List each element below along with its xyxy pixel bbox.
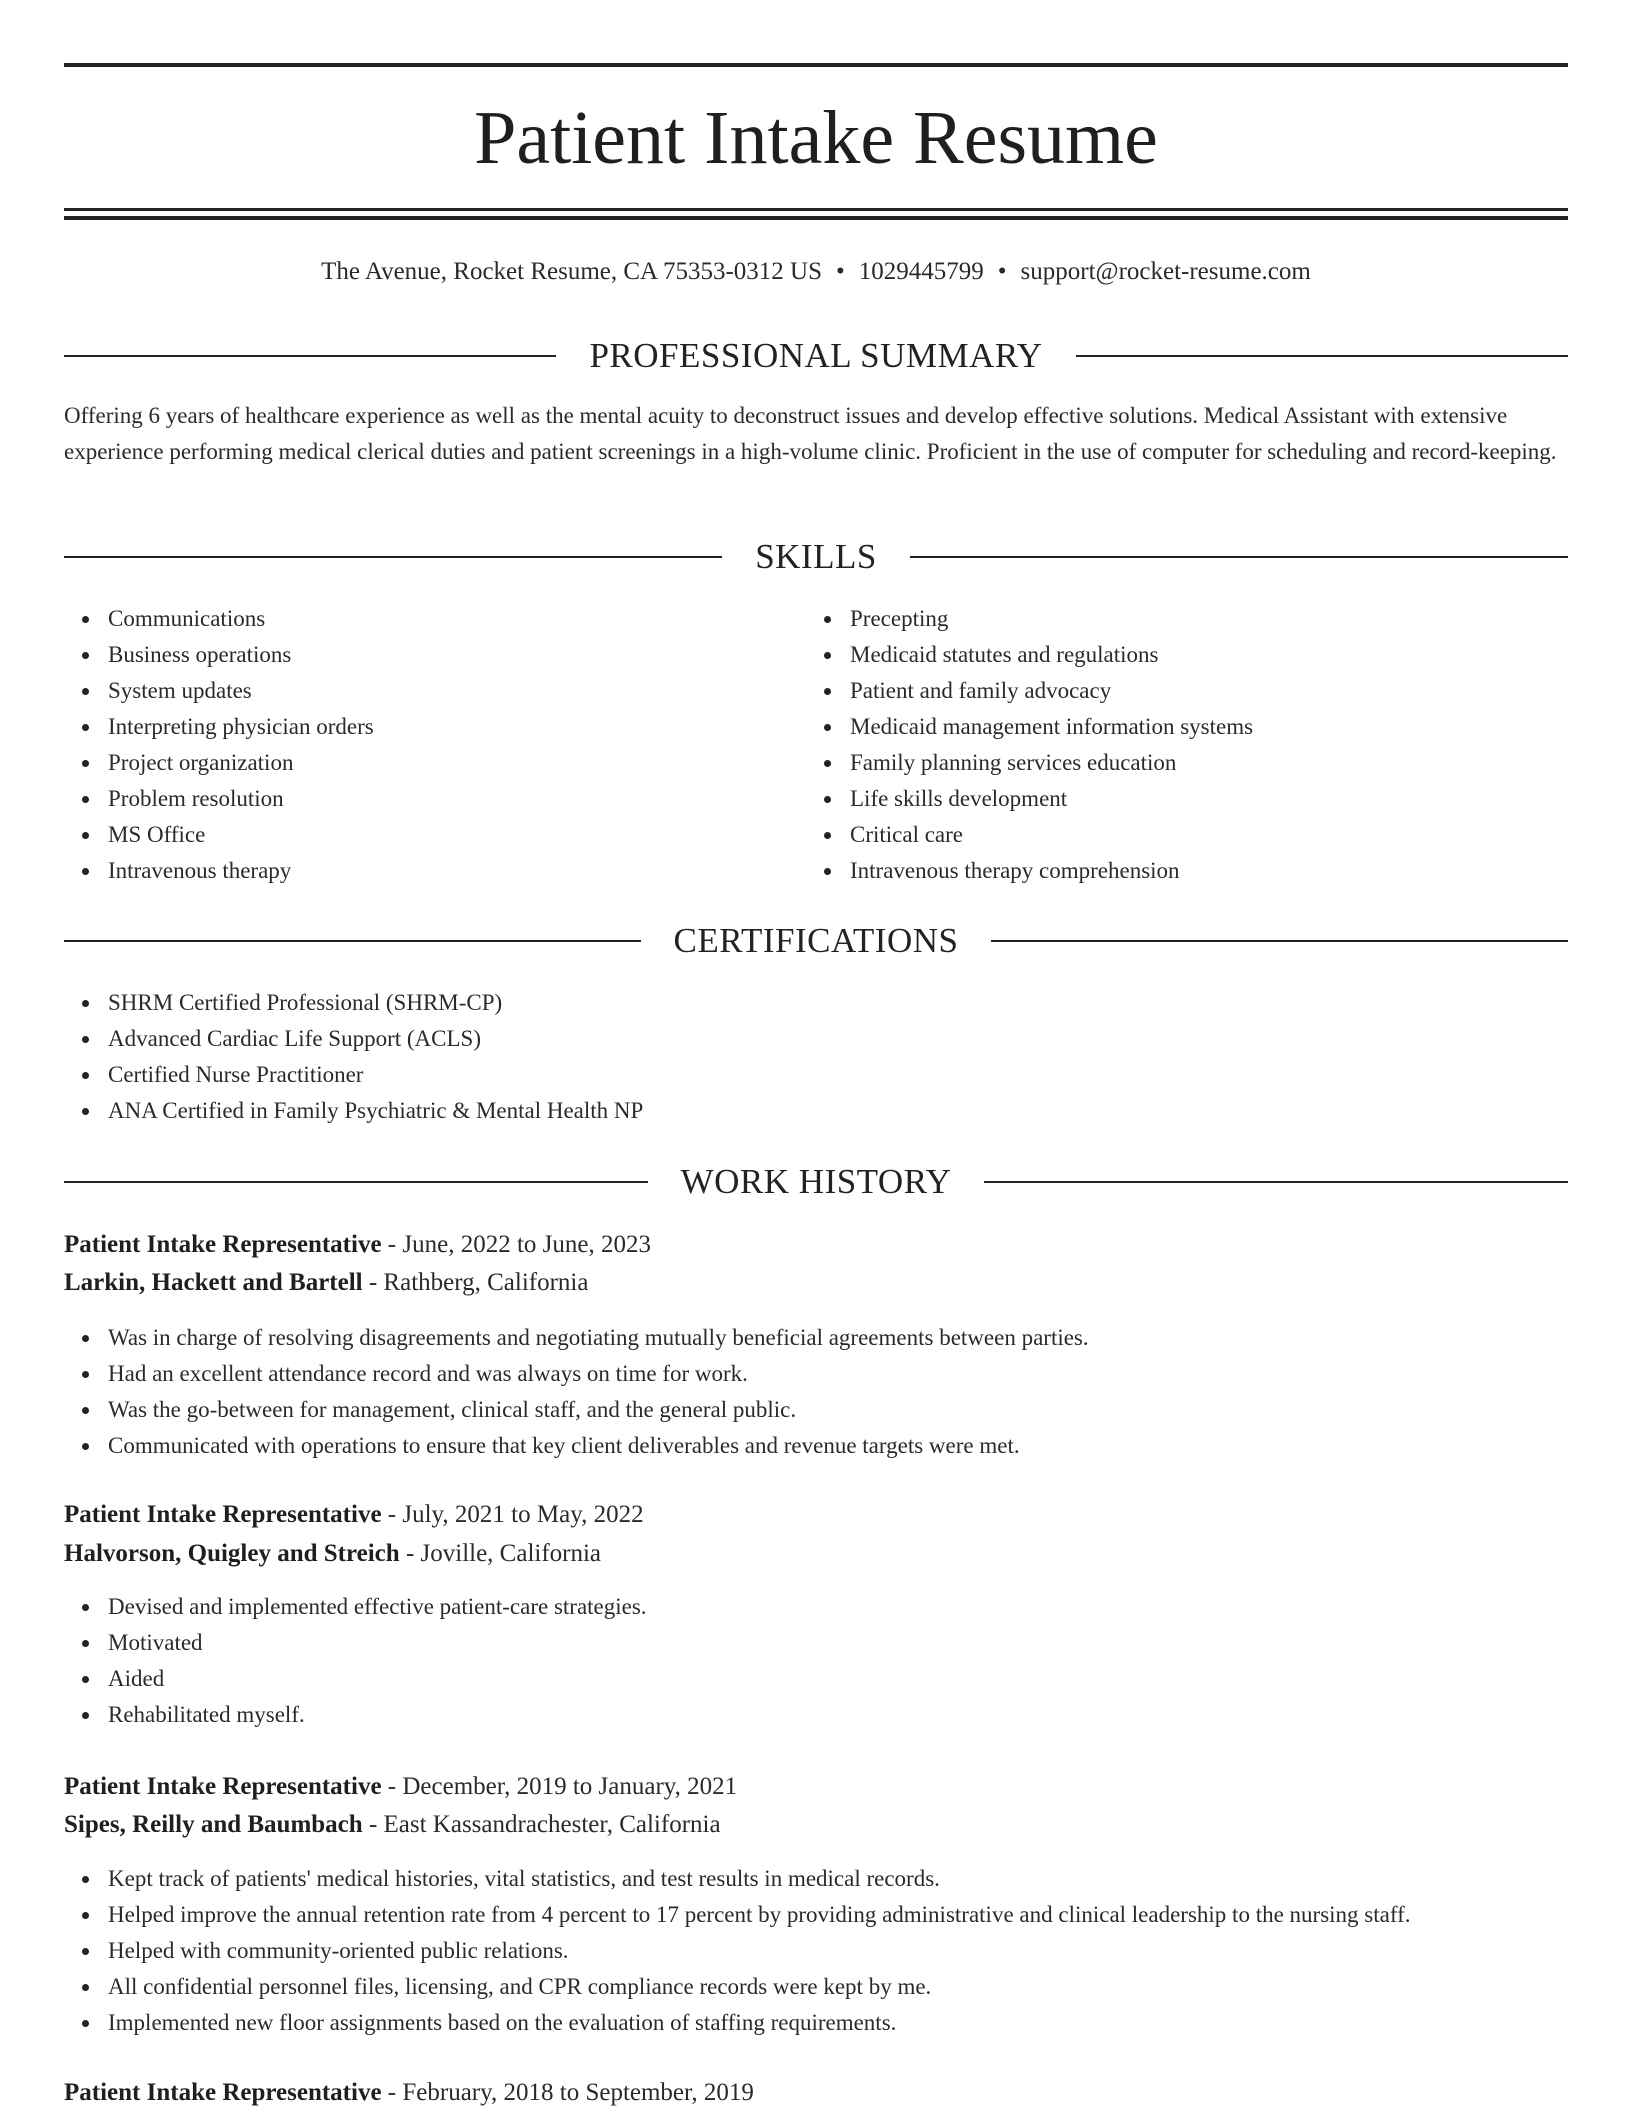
skill-item: Interpreting physician orders [64,709,374,745]
job-bullet-item: Had an excellent attendance record and was always on time for work. [64,1356,1089,1392]
job-location: - East Kassandrachester, California [362,1811,721,1838]
job-title-line [64,1496,1568,1534]
section-title-skills: SKILLS [755,537,877,576]
job-bullet-item: Implemented new floor assignments based on the evaluation of staffing requirements. [64,2005,1411,2041]
job-title-line [64,1768,1568,1806]
contact-line [64,254,1568,290]
job-title: Patient Intake Representative [64,1231,382,1258]
skill-item: Family planning services education [806,745,1253,781]
section-title-work-history: WORK HISTORY [680,1162,952,1201]
job-bullet-item: Kept track of patients' medical histories, vital statistics, and test results in medical records. [64,1861,1411,1897]
job-location: - Joville, California [399,1540,602,1567]
section-rule-left [64,1181,648,1183]
certification-item: ANA Certified in Family Psychiatric & Mental Health NP [64,1093,643,1129]
top-rule [64,63,1568,67]
certification-item: Advanced Cardiac Life Support (ACLS) [64,1021,643,1057]
job-dates: - July, 2021 to May, 2022 [381,1501,644,1528]
job-bullet-item: Motivated [64,1625,647,1661]
title-rule-lower [64,216,1568,220]
skill-item: Patient and family advocacy [806,673,1253,709]
summary-text: Offering 6 years of healthcare experience as well as the mental acuity to deconstruct issues and develop effective solutions. Medical Assistant with extensive experience performing medical clerical duties and patient screenings in a high-volume clinic. Proficient in the use of computer for scheduling and record-keeping. [64,403,1557,464]
job-bullet-item: Helped with community-oriented public relations. [64,1933,1411,1969]
job-dates: - June, 2022 to June, 2023 [381,1231,651,1258]
job-bullet-item: All confidential personnel files, licensing, and CPR compliance records were kept by me. [64,1969,1411,2005]
job-company-line [64,1806,1568,1844]
skill-item: Precepting [806,601,1253,637]
skills-list-right [806,601,1253,889]
skill-item: Problem resolution [64,781,374,817]
skill-item: Life skills development [806,781,1253,817]
section-rule-right [991,940,1568,942]
section-rule-right [910,556,1568,558]
skill-item: Intravenous therapy comprehension [806,853,1253,889]
certification-item: Certified Nurse Practitioner [64,1057,643,1093]
job-title: Patient Intake Representative [64,1773,382,1800]
skill-item: Communications [64,601,374,637]
job-company-line [64,1264,1568,1302]
job-company: Halvorson, Quigley and Streich [64,1540,400,1567]
section-rule-right [984,1181,1568,1183]
job-bullet-item: Was in charge of resolving disagreements and negotiating mutually beneficial agreements between parties. [64,1320,1089,1356]
job-company-line [64,1535,1568,1573]
skill-item: Intravenous therapy [64,853,374,889]
section-header-skills [64,535,1568,579]
skill-item: Medicaid management information systems [806,709,1253,745]
job-company: Larkin, Hackett and Bartell [64,1269,363,1296]
contact-email: support@rocket-resume.com [1020,258,1311,285]
skill-item: Business operations [64,637,374,673]
section-rule-left [64,940,641,942]
job-dates: - December, 2019 to January, 2021 [381,1773,738,1800]
section-header-certifications [64,919,1568,963]
job-company: Sipes, Reilly and Baumbach [64,1811,363,1838]
contact-address: The Avenue, Rocket Resume, CA 75353-0312 US [321,258,823,285]
job-bullet-item: Helped improve the annual retention rate from 4 percent to 17 percent by providing administrative and clinical leadership to the nursing staff. [64,1897,1411,1933]
title-rule-upper [64,208,1568,211]
skills-list-left [64,601,374,889]
job-title: Patient Intake Representative [64,1501,382,1528]
skill-item: System updates [64,673,374,709]
job-title-line [64,2074,1568,2112]
contact-separator: • [997,258,1007,285]
job-title: Patient Intake Representative [64,2079,382,2106]
section-title-summary: PROFESSIONAL SUMMARY [589,336,1043,375]
job-bullets [64,1320,1089,1464]
job-dates: - February, 2018 to September, 2019 [381,2079,754,2106]
contact-phone: 1029445799 [858,258,984,285]
job-location: - Rathberg, California [362,1269,589,1296]
job-bullet-item: Was the go-between for management, clinical staff, and the general public. [64,1392,1089,1428]
job-bullet-item: Aided [64,1661,647,1697]
section-rule-left [64,355,556,357]
skill-item: MS Office [64,817,374,853]
skill-item: Medicaid statutes and regulations [806,637,1253,673]
job-bullets [64,1589,647,1733]
section-rule-right [1076,355,1568,357]
job-bullet-item: Rehabilitated myself. [64,1697,647,1733]
job-bullets [64,1861,1411,2041]
skill-item: Project organization [64,745,374,781]
job-bullet-item: Devised and implemented effective patient-care strategies. [64,1589,647,1625]
job-title-line [64,1226,1568,1264]
section-rule-left [64,556,722,558]
certifications-list [64,985,643,1129]
resume-title: Patient Intake Resume [474,96,1158,180]
contact-separator: • [836,258,845,285]
section-header-summary [64,334,1568,378]
section-title-certifications: CERTIFICATIONS [673,921,959,960]
certification-item: SHRM Certified Professional (SHRM-CP) [64,985,643,1021]
skill-item: Critical care [806,817,1253,853]
section-header-work-history [64,1160,1568,1204]
job-bullet-item: Communicated with operations to ensure that key client deliverables and revenue targets were met. [64,1428,1089,1464]
